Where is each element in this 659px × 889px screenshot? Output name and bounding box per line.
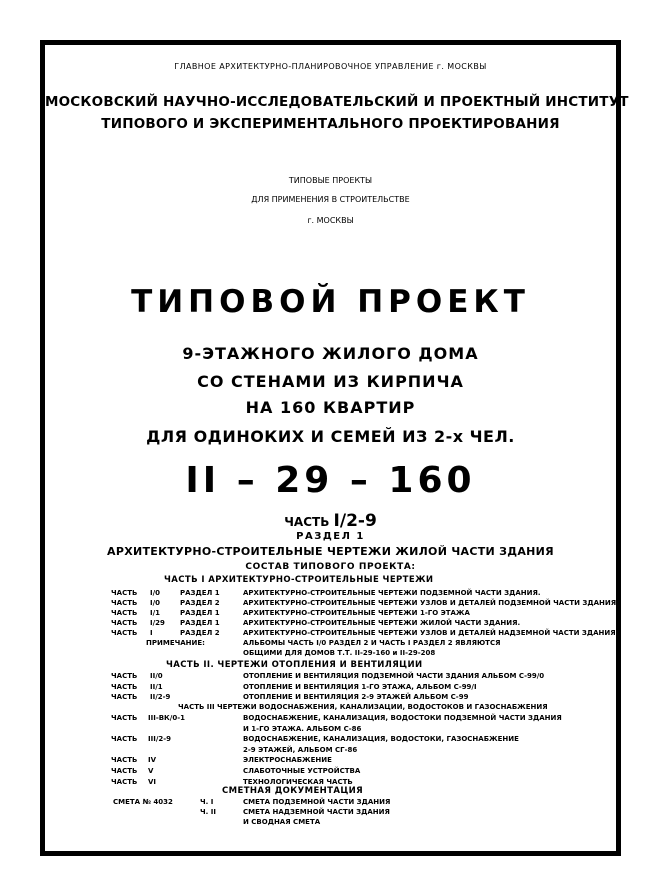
list-item-col2: II/2-9 bbox=[150, 693, 171, 701]
list-item-col2: V bbox=[148, 767, 154, 775]
subtitle-line2: СО СТЕНАМИ ИЗ КИРПИЧА bbox=[197, 372, 464, 391]
list-item-col1: ЧАСТЬ bbox=[111, 767, 138, 775]
list-item-col4: 2-9 ЭТАЖЕЙ, АЛЬБОМ СГ-86 bbox=[243, 745, 358, 754]
part-label: ЧАСТЬ bbox=[284, 515, 330, 529]
list-item-col1: ЧАСТЬ bbox=[111, 672, 138, 680]
list-item-col4: АРХИТЕКТУРНО-СТРОИТЕЛЬНЫЕ ЧЕРТЕЖИ 1-ГО ЭТАЖА bbox=[243, 609, 470, 617]
subtitle-line3: НА 160 КВАРТИР bbox=[245, 398, 416, 417]
list-item-col2: II/0 bbox=[150, 672, 163, 680]
composition-title: СОСТАВ ТИПОВОГО ПРОЕКТА: bbox=[245, 562, 416, 572]
part1-heading: ЧАСТЬ I АРХИТЕКТУРНО-СТРОИТЕЛЬНЫЕ ЧЕРТЕЖИ bbox=[164, 575, 434, 585]
list-item-col1: ЧАСТЬ bbox=[111, 735, 138, 744]
list-item-col1: ЧАСТЬ bbox=[111, 693, 138, 701]
note-label: ПРИМЕЧАНИЕ: bbox=[146, 639, 205, 647]
subtitle-line1: 9-ЭТАЖНОГО ЖИЛОГО ДОМА bbox=[182, 344, 479, 363]
list-item-col2: VI bbox=[148, 777, 157, 786]
project-code: II – 29 – 160 bbox=[185, 460, 476, 501]
list-item-col2: III-ВК/0-1 bbox=[148, 714, 185, 722]
list-item-col4: ОТОПЛЕНИЕ И ВЕНТИЛЯЦИЯ 1-ГО ЭТАЖА, АЛЬБОМ С-99/I bbox=[243, 682, 477, 691]
institute-name-line1: МОСКОВСКИЙ НАУЧНО-ИССЛЕДОВАТЕЛЬСКИЙ И ПРОЕКТНЫЙ ИНСТИТУТ bbox=[45, 94, 629, 110]
estimate-heading: СМЕТНАЯ ДОКУМЕНТАЦИЯ bbox=[222, 786, 364, 796]
list-item-col2: IV bbox=[148, 756, 157, 765]
institute-name-line2: ТИПОВОГО И ЭКСПЕРИМЕНТАЛЬНОГО ПРОЕКТИРОВАНИЯ bbox=[101, 116, 560, 132]
projects-line2: ДЛЯ ПРИМЕНЕНИЯ В СТРОИТЕЛЬСТВЕ bbox=[251, 195, 410, 204]
list-item-col2: I/0 bbox=[150, 599, 161, 607]
list-item-col3: РАЗДЕЛ 1 bbox=[180, 619, 220, 627]
list-item-col3: РАЗДЕЛ 1 bbox=[180, 589, 220, 597]
list-item-col3: РАЗДЕЛ 2 bbox=[180, 629, 220, 637]
list-item-col2: I/29 bbox=[150, 619, 165, 627]
list-item-col3: РАЗДЕЛ 1 bbox=[180, 609, 220, 617]
list-item-col2: Ч. I bbox=[200, 798, 214, 806]
list-item-col4: АРХИТЕКТУРНО-СТРОИТЕЛЬНЫЕ ЧЕРТЕЖИ ПОДЗЕМНОЙ ЧАСТИ ЗДАНИЯ. bbox=[243, 589, 541, 597]
list-item-col4: ТЕХНОЛОГИЧЕСКАЯ ЧАСТЬ bbox=[243, 777, 353, 786]
note-line1: АЛЬБОМЫ ЧАСТЬ I/0 РАЗДЕЛ 2 И ЧАСТЬ I РАЗДЕЛ 2 ЯВЛЯЮТСЯ bbox=[243, 639, 501, 647]
list-item-col1: ЧАСТЬ bbox=[111, 756, 138, 765]
list-item-col4: ЭЛЕКТРОСНАБЖЕНИЕ bbox=[243, 756, 332, 765]
list-item-col4: СЛАБОТОЧНЫЕ УСТРОЙСТВА bbox=[243, 767, 361, 775]
list-item-col4: ОТОПЛЕНИЕ И ВЕНТИЛЯЦИЯ 2-9 ЭТАЖЕЙ АЛЬБОМ С-99 bbox=[243, 693, 469, 701]
list-item-col4: И СВОДНАЯ СМЕТА bbox=[243, 818, 321, 826]
part3-heading: ЧАСТЬ III ЧЕРТЕЖИ ВОДОСНАБЖЕНИЯ, КАНАЛИЗАЦИИ, ВОДОСТОКОВ И ГАЗОСНАБЖЕНИЯ bbox=[178, 703, 548, 711]
list-item-col3: РАЗДЕЛ 2 bbox=[180, 599, 220, 607]
list-item-col1: ЧАСТЬ bbox=[111, 777, 138, 786]
note-line2: ОБЩИМИ ДЛЯ ДОМОВ Т.Т. II-29-160 и II-29-208 bbox=[243, 649, 436, 657]
list-item-col2: I/0 bbox=[150, 589, 161, 597]
list-item-col4: АРХИТЕКТУРНО-СТРОИТЕЛЬНЫЕ ЧЕРТЕЖИ УЗЛОВ И ДЕТАЛЕЙ ПОДЗЕМНОЙ ЧАСТИ ЗДАНИЯ. bbox=[243, 599, 619, 607]
projects-line3: г. МОСКВЫ bbox=[307, 216, 354, 225]
list-item-col2: III/2-9 bbox=[148, 735, 172, 744]
list-item-col2: II/1 bbox=[150, 682, 163, 691]
list-item-col4: АРХИТЕКТУРНО-СТРОИТЕЛЬНЫЕ ЧЕРТЕЖИ УЗЛОВ И ДЕТАЛЕЙ НАДЗЕМНОЙ ЧАСТИ ЗДАНИЯ. bbox=[243, 629, 619, 637]
list-item-col1: ЧАСТЬ bbox=[111, 599, 138, 607]
list-item-col1: ЧАСТЬ bbox=[111, 589, 138, 597]
list-item-col2: Ч. II bbox=[200, 808, 216, 816]
document-title: ТИПОВОЙ ПРОЕКТ bbox=[131, 284, 530, 320]
section-name: АРХИТЕКТУРНО-СТРОИТЕЛЬНЫЕ ЧЕРТЕЖИ ЖИЛОЙ ЧАСТИ ЗДАНИЯ bbox=[107, 545, 554, 558]
list-item-col4: СМЕТА НАДЗЕМНОЙ ЧАСТИ ЗДАНИЯ bbox=[243, 808, 390, 816]
list-item-col1: ЧАСТЬ bbox=[111, 714, 138, 722]
list-item-col1: ЧАСТЬ bbox=[111, 609, 138, 617]
list-item-col4: АРХИТЕКТУРНО-СТРОИТЕЛЬНЫЕ ЧЕРТЕЖИ ЖИЛОЙ ЧАСТИ ЗДАНИЯ. bbox=[243, 619, 521, 627]
organization-name: ГЛАВНОЕ АРХИТЕКТУРНО-ПЛАНИРОВОЧНОЕ УПРАВЛЕНИЕ г. МОСКВЫ bbox=[174, 62, 487, 71]
list-item-col2: I/1 bbox=[150, 609, 161, 617]
list-item-col4: И 1-ГО ЭТАЖА. АЛЬБОМ С-86 bbox=[243, 724, 362, 733]
list-item-col1: ЧАСТЬ bbox=[111, 682, 138, 691]
list-item-col4: СМЕТА ПОДЗЕМНОЙ ЧАСТИ ЗДАНИЯ bbox=[243, 798, 391, 806]
list-item-col4: ВОДОСНАБЖЕНИЕ, КАНАЛИЗАЦИЯ, ВОДОСТОКИ, ГАЗОСНАБЖЕНИЕ bbox=[243, 735, 519, 744]
list-item-col4: ОТОПЛЕНИЕ И ВЕНТИЛЯЦИЯ ПОДЗЕМНОЙ ЧАСТИ ЗДАНИЯ АЛЬБОМ С-99/0 bbox=[243, 672, 545, 680]
list-item-col2: I bbox=[150, 629, 153, 637]
part-number-line bbox=[45, 511, 616, 531]
list-item-col1: ЧАСТЬ bbox=[111, 619, 138, 627]
subtitle-line4: ДЛЯ ОДИНОКИХ И СЕМЕЙ ИЗ 2-х ЧЕЛ. bbox=[146, 427, 515, 446]
page-border bbox=[40, 40, 629, 856]
list-item-col1: ЧАСТЬ bbox=[111, 629, 138, 637]
estimate-label: СМЕТА № 4032 bbox=[113, 798, 173, 806]
projects-line1: ТИПОВЫЕ ПРОЕКТЫ bbox=[288, 176, 373, 185]
section-number: РАЗДЕЛ 1 bbox=[296, 531, 365, 542]
part-number: I/2-9 bbox=[333, 511, 377, 531]
list-item-col4: ВОДОСНАБЖЕНИЕ, КАНАЛИЗАЦИЯ, ВОДОСТОКИ ПОДЗЕМНОЙ ЧАСТИ ЗДАНИЯ bbox=[243, 714, 562, 722]
part2-heading: ЧАСТЬ II. ЧЕРТЕЖИ ОТОПЛЕНИЯ И ВЕНТИЛЯЦИИ bbox=[166, 660, 423, 670]
